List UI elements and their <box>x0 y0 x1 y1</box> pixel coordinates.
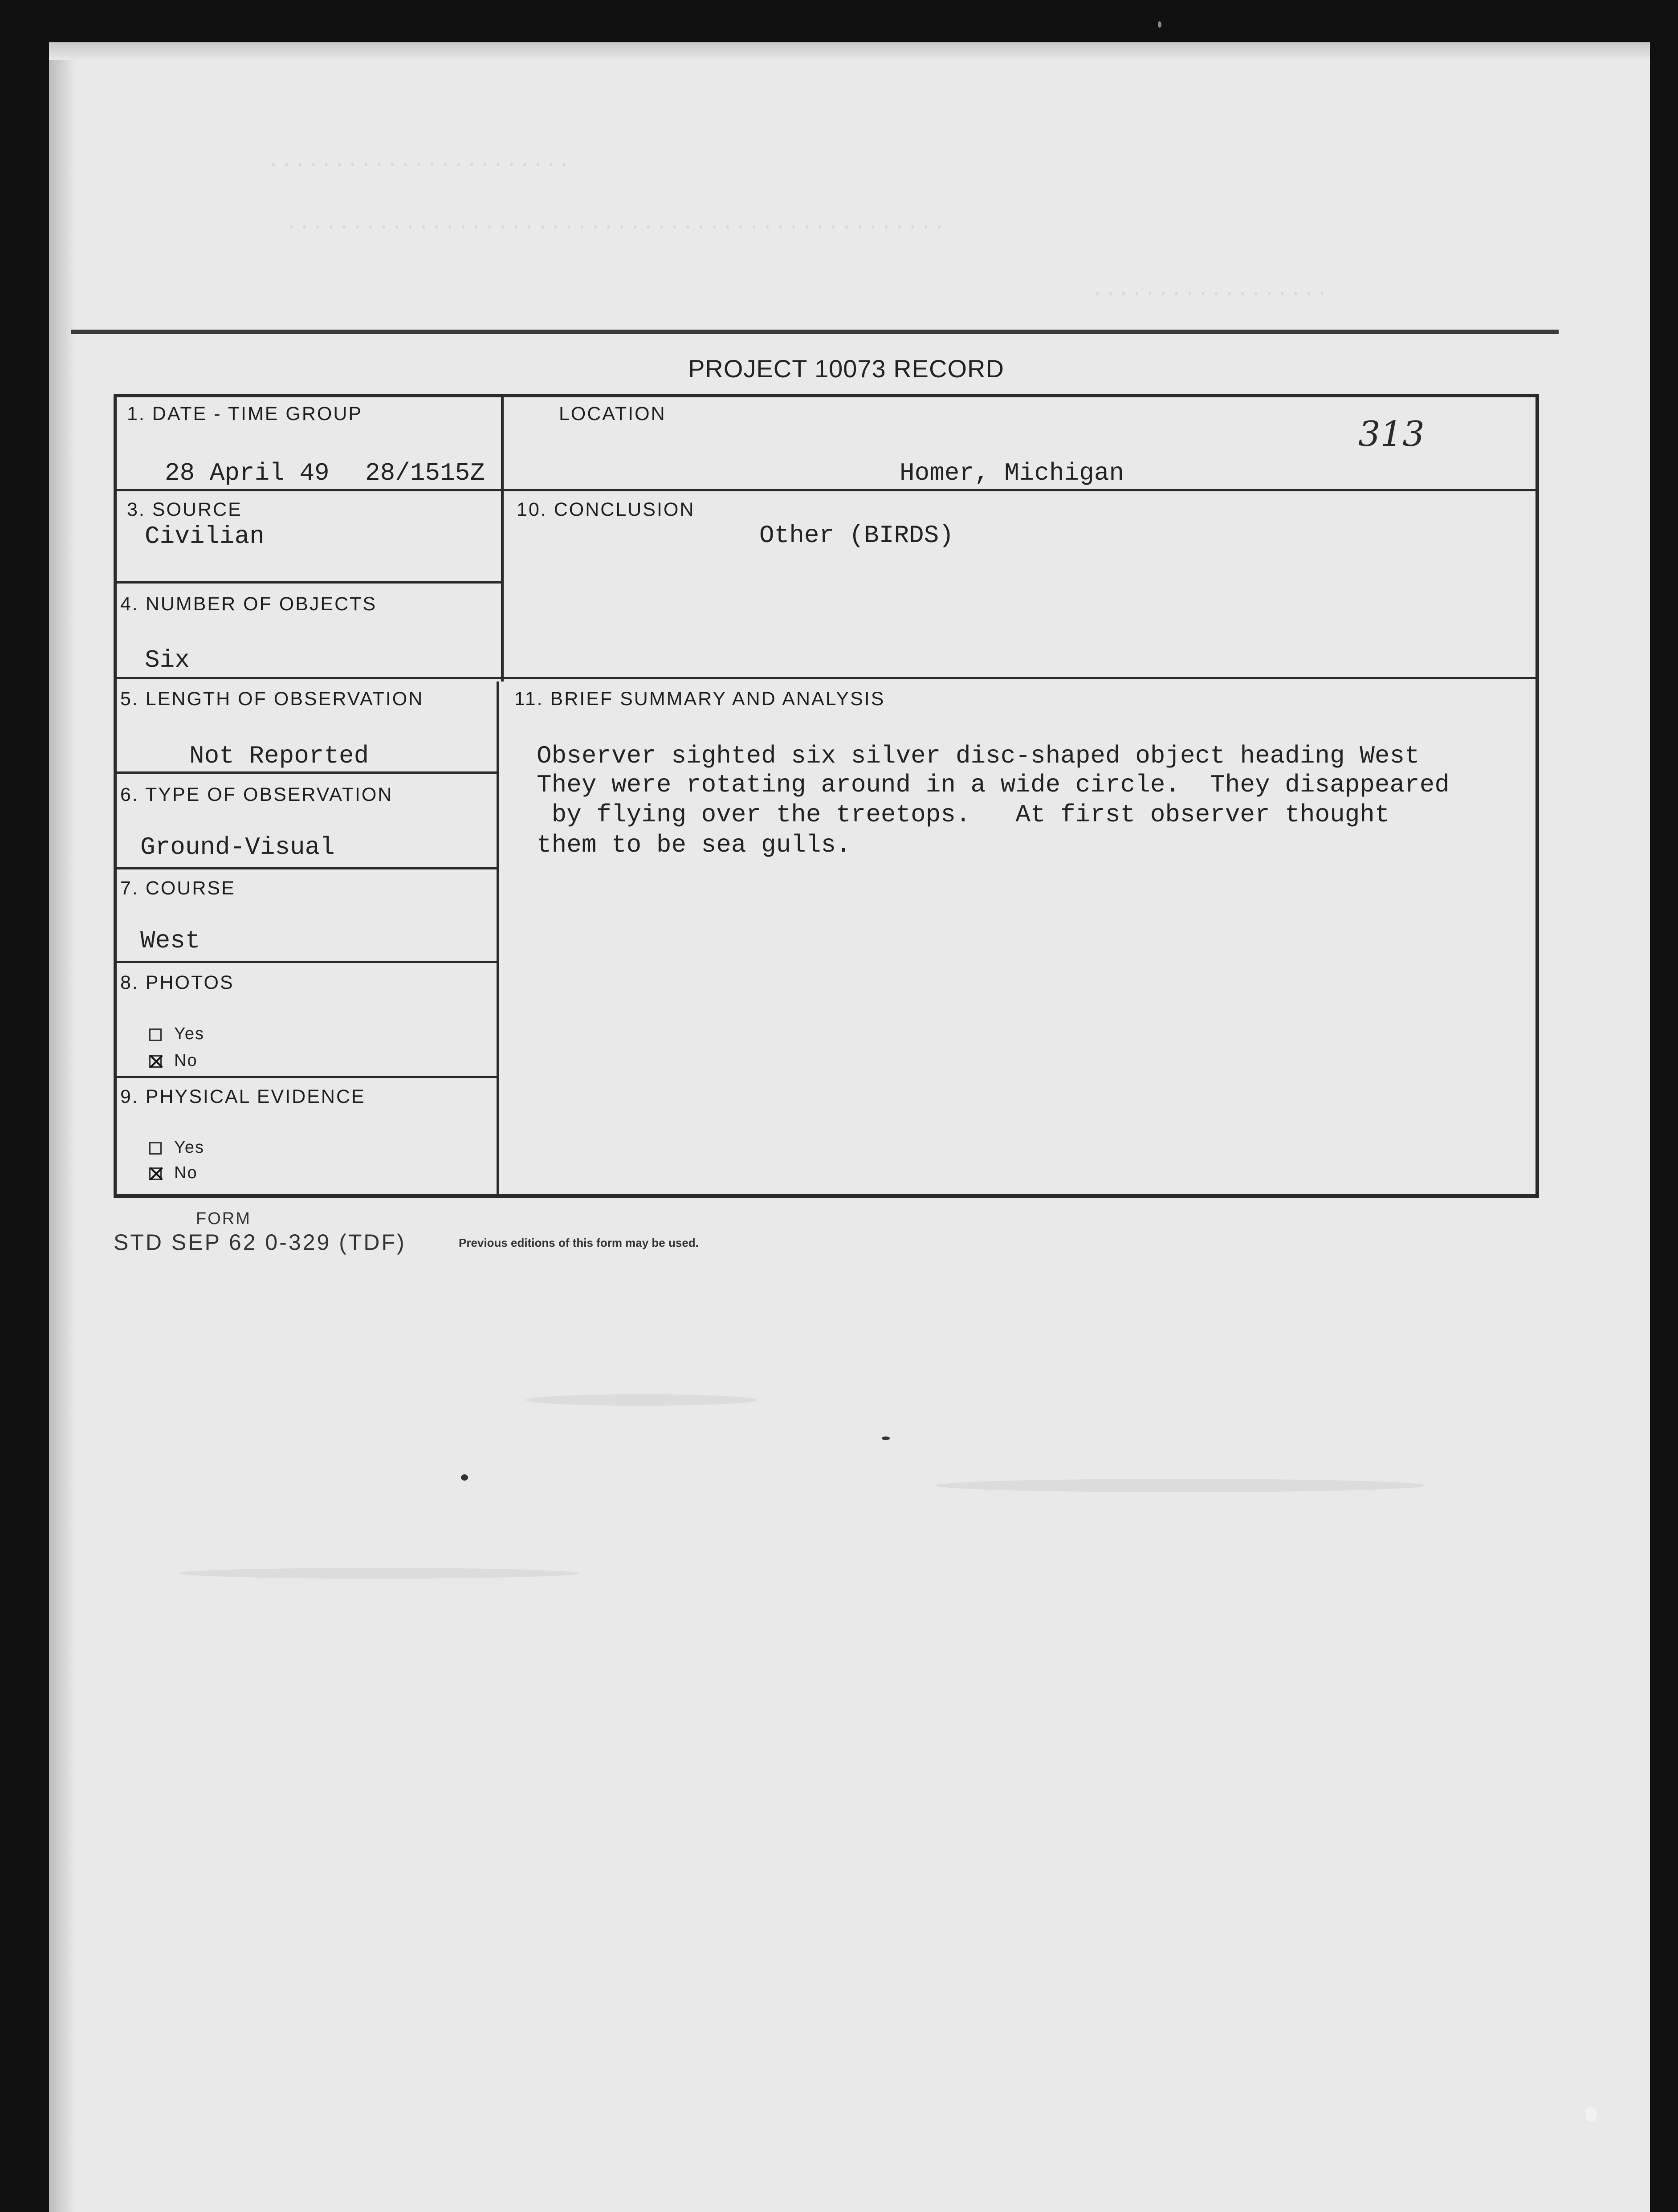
bleed-through: .................................................. <box>285 209 946 233</box>
footer-form-number: STD SEP 62 0-329 (TDF) <box>114 1230 406 1255</box>
source-value: Civilian <box>145 522 265 551</box>
source-label: 3. SOURCE <box>127 499 242 520</box>
table-border-top <box>114 394 1539 397</box>
photos-label: 8. PHOTOS <box>120 972 234 993</box>
length-of-observation-label: 5. LENGTH OF OBSERVATION <box>120 688 424 710</box>
column-divider-lower <box>497 682 499 1196</box>
course-value: West <box>140 926 200 955</box>
summary-line: Observer sighted six silver disc-shaped object heading West <box>537 742 1420 770</box>
row-divider <box>114 867 497 869</box>
smudge <box>935 1479 1425 1492</box>
date-value: 28 April 49 <box>165 459 330 487</box>
type-of-observation-value: Ground-Visual <box>140 833 335 861</box>
footer-form-label: FORM <box>196 1209 251 1228</box>
table-border-bottom <box>114 1194 1539 1198</box>
physical-evidence-yes-checkbox[interactable] <box>149 1142 162 1155</box>
summary-label: 11. BRIEF SUMMARY AND ANALYSIS <box>514 688 885 710</box>
physical-evidence-no-checkbox[interactable] <box>149 1167 162 1180</box>
time-value: 28/1515Z <box>365 459 485 487</box>
number-of-objects-value: Six <box>145 646 190 674</box>
photos-no-checkbox[interactable] <box>149 1055 162 1068</box>
form-title: PROJECT 10073 RECORD <box>688 355 1004 383</box>
dust-speck <box>1158 21 1161 28</box>
location-label: LOCATION <box>559 403 666 424</box>
sheet-edge-shadow <box>49 42 76 2212</box>
bleed-through: .................. <box>1091 276 1329 300</box>
length-of-observation-value: Not Reported <box>189 742 369 770</box>
summary-line: They were rotating around in a wide circle. They disappeared <box>537 771 1450 799</box>
row-divider <box>114 581 501 584</box>
row-divider <box>114 771 497 774</box>
row-divider <box>114 1076 497 1078</box>
physical-evidence-label: 9. PHYSICAL EVIDENCE <box>120 1086 366 1107</box>
dust-speck <box>461 1474 468 1481</box>
row-divider <box>114 677 1539 679</box>
dust-speck <box>882 1437 890 1440</box>
photos-no-option[interactable]: No <box>149 1051 198 1070</box>
physical-evidence-no-option[interactable]: No <box>149 1163 198 1183</box>
photos-yes-checkbox[interactable] <box>149 1028 162 1041</box>
physical-evidence-yes-option[interactable]: Yes <box>149 1138 204 1157</box>
conclusion-value: Other (BIRDS) <box>759 521 954 550</box>
file-number: 313 <box>1358 414 1425 454</box>
column-divider-upper <box>501 394 504 682</box>
number-of-objects-label: 4. NUMBER OF OBJECTS <box>120 593 377 615</box>
smudge <box>525 1394 757 1406</box>
sheet-top-shadow <box>49 42 1650 60</box>
smudge <box>178 1568 579 1579</box>
row-divider <box>114 489 1539 491</box>
table-border-right <box>1535 394 1539 1198</box>
row-divider <box>114 961 497 963</box>
bleed-through: ....................... <box>267 147 571 171</box>
summary-line: them to be sea gulls. <box>537 831 851 859</box>
form-top-bar <box>71 330 1559 334</box>
footer-note: Previous editions of this form may be used. <box>459 1236 699 1249</box>
course-label: 7. COURSE <box>120 877 236 899</box>
photos-yes-option[interactable]: Yes <box>149 1024 204 1044</box>
dust-speck <box>1585 2107 1597 2122</box>
summary-line: by flying over the treetops. At first observer thought <box>537 800 1390 829</box>
conclusion-label: 10. CONCLUSION <box>517 499 695 520</box>
type-of-observation-label: 6. TYPE OF OBSERVATION <box>120 784 393 805</box>
date-time-label: 1. DATE - TIME GROUP <box>127 403 363 424</box>
location-value: Homer, Michigan <box>900 459 1124 487</box>
